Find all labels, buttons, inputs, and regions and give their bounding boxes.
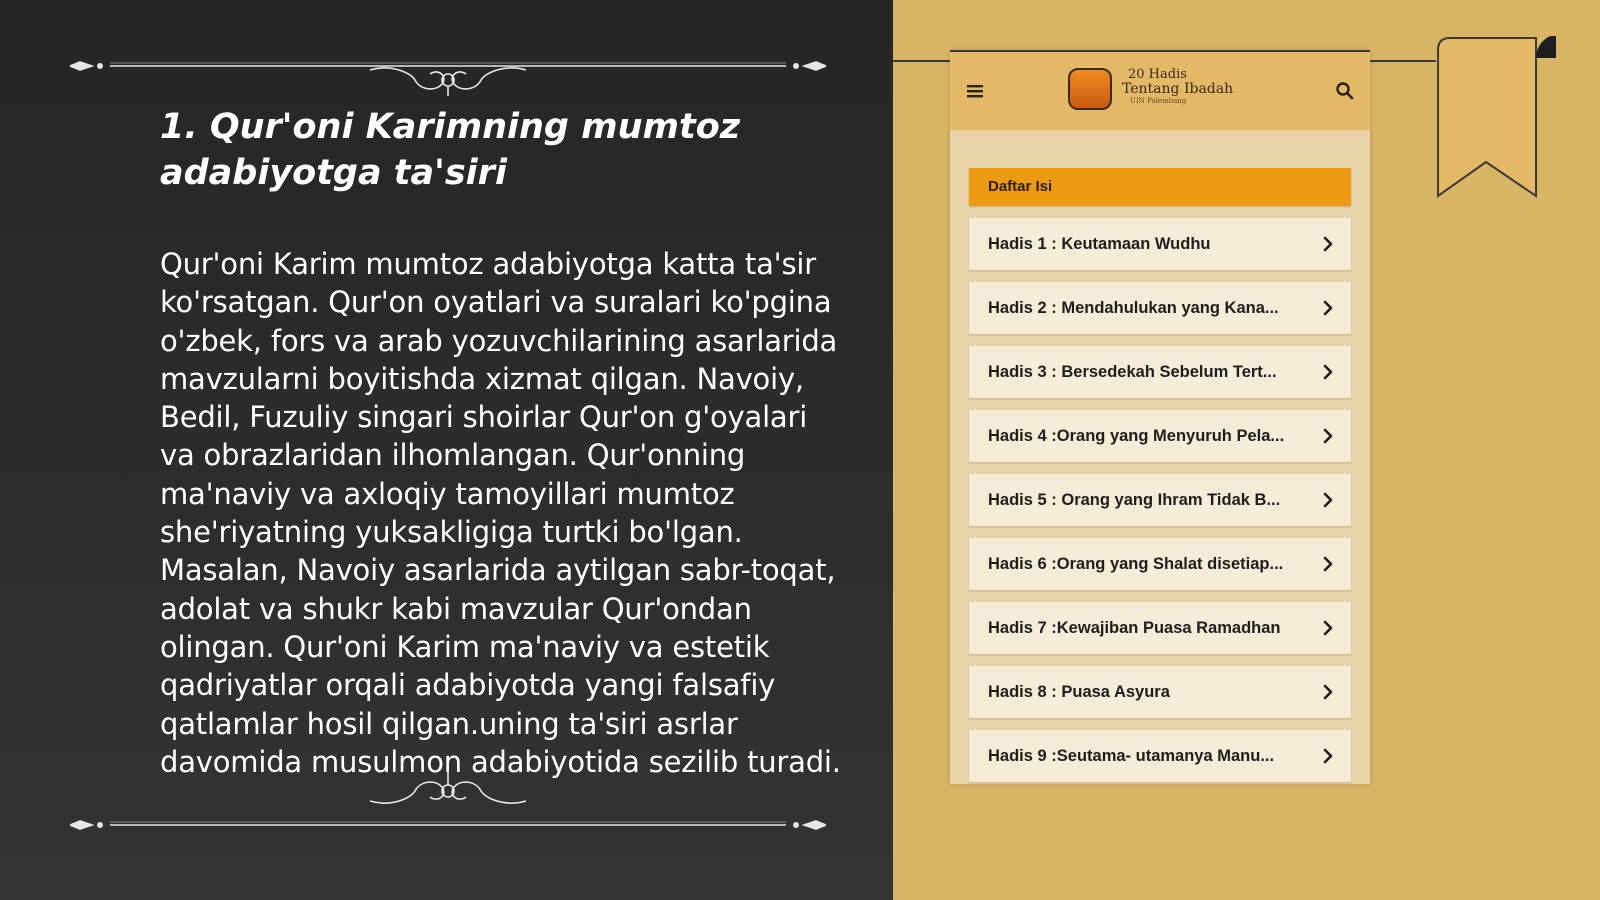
app-logo-icon [1068,68,1112,110]
hadis-item-label: Hadis 6 :Orang yang Shalat disetiap... [988,555,1284,573]
logo-line2: Tentang Ibadah [1122,81,1234,97]
chevron-right-icon [1319,619,1337,637]
hadis-list-item[interactable] [969,346,1351,398]
app-logo-text [1122,68,1233,106]
hadis-list-item[interactable] [969,730,1351,782]
bottom-ornament-divider [70,771,826,831]
hadis-list-item[interactable] [969,474,1351,526]
app-screenshot [950,50,1370,784]
chevron-right-icon [1319,427,1337,445]
hadis-list-item[interactable] [969,666,1351,718]
table-of-contents [969,168,1351,782]
hadis-item-label: Hadis 3 : Bersedekah Sebelum Tert... [988,363,1277,381]
chevron-right-icon [1319,683,1337,701]
hadis-item-label: Hadis 1 : Keutamaan Wudhu [988,235,1211,253]
logo-line3: UIN Palembang [1130,97,1187,105]
slide-title: 1. Qur'oni Karimning mumtoz adabiyotga ta'siri [160,107,741,193]
hadis-item-label: Hadis 9 :Seutama- utamanya Manu... [988,747,1275,765]
slide-body-text: Qur'oni Karim mumtoz adabiyotga katta ta'sir ko'rsatgan. Qur'on oyatlari va suralari ko'pgina o'zbek, fors va arab yozuvchilarining asarlarida mavzularni boyitishda xizmat qilgan. Navoiy, Bedil, Fuzuliy singari shoirlar Qur'on g'oyalari va obrazlaridan ilhomlangan. Qur'onning ma'naviy va axloqiy tamoyillari mumtoz she'riyatning yuksakligiga turtki bo'lgan. Masalan, Navoiy asarlarida aytilgan sabr-toqat, adolat va shukr kabi mavzular Qur'ondan olingan. Qur'oni Karim ma'naviy va estetik qadriyatlar orqali adabiyotda yangi falsafiy qatlamlar hosil qilgan.uning ta'siri asrlar davomida musulmon adabiyotida sezilib turadi. [160,247,841,779]
search-icon[interactable] [1334,80,1356,102]
hadis-item-label: Hadis 4 :Orang yang Menyuruh Pela... [988,427,1285,445]
hadis-item-label: Hadis 2 : Mendahulukan yang Kana... [988,299,1279,317]
chevron-right-icon [1319,747,1337,765]
hadis-list-item[interactable] [969,410,1351,462]
chevron-right-icon [1319,363,1337,381]
hamburger-menu-icon[interactable] [964,80,986,102]
decor-line-right [1370,60,1436,62]
hadis-item-label: Hadis 8 : Puasa Asyura [988,683,1170,701]
hadis-list-item[interactable] [969,282,1351,334]
hadis-list-item[interactable] [969,538,1351,590]
chevron-right-icon [1319,555,1337,573]
toc-header: Daftar Isi [969,168,1351,206]
bookmark-decoration [1436,36,1556,201]
hadis-list-item[interactable] [969,218,1351,270]
hadis-item-label: Hadis 5 : Orang yang Ihram Tidak B... [988,491,1281,509]
chevron-right-icon [1319,299,1337,317]
chevron-right-icon [1319,235,1337,253]
hadis-item-label: Hadis 7 :Kewajiban Puasa Ramadhan [988,619,1281,637]
chevron-right-icon [1319,491,1337,509]
decor-line-left [893,60,950,62]
logo-line1: 20 Hadis [1128,67,1187,82]
app-bar [950,50,1370,130]
top-ornament-divider [70,36,826,96]
hadis-list-item[interactable] [969,602,1351,654]
